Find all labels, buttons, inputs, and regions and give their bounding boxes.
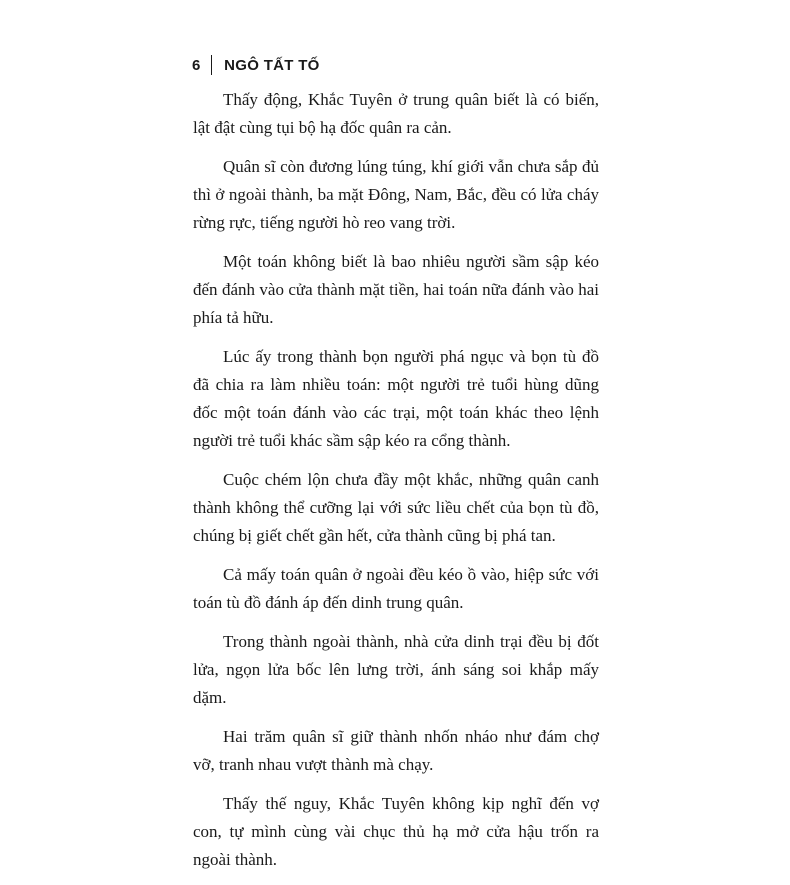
paragraph: Thấy thế nguy, Khắc Tuyên không kịp nghĩ đến vợ con, tự mình cùng vài chục thủ hạ mở cửa hậu trốn ra ngoài thành. — [193, 794, 599, 869]
paragraph: Cả mấy toán quân ở ngoài đều kéo ồ vào, hiệp sức với toán tù đồ đánh áp đến dinh trung quân. — [193, 565, 599, 612]
author-name: NGÔ TẤT TỐ — [224, 56, 320, 74]
paragraph: Quân sĩ còn đương lúng túng, khí giới vẫn chưa sắp đủ thì ở ngoài thành, ba mặt Đông, Nam, Bắc, đều có lửa cháy rừng rực, tiếng người hò reo vang trời. — [193, 157, 599, 232]
page-number: 6 — [192, 56, 201, 74]
paragraph: Một toán không biết là bao nhiêu người sầm sập kéo đến đánh vào cửa thành mặt tiền, hai toán nữa đánh vào hai phía tả hữu. — [193, 252, 599, 327]
body-text — [193, 86, 599, 885]
paragraph: Hai trăm quân sĩ giữ thành nhốn nháo như đám chợ vỡ, tranh nhau vượt thành mà chạy. — [193, 727, 599, 774]
paragraph: Lúc ấy trong thành bọn người phá ngục và bọn tù đồ đã chia ra làm nhiều toán: một người trẻ tuổi hùng dũng đốc một toán đánh vào các trại, một toán khác theo lệnh người trẻ tuổi khác sầm sập kéo ra cổng thành. — [193, 347, 599, 450]
header-divider — [211, 55, 213, 75]
paragraph: Thấy động, Khắc Tuyên ở trung quân biết là có biến, lật đật cùng tụi bộ hạ đốc quân ra cản. — [193, 90, 599, 137]
running-header — [192, 52, 320, 78]
paragraph: Cuộc chém lộn chưa đầy một khắc, những quân canh thành không thể cưỡng lại với sức liều chết của bọn tù đồ, chúng bị giết chết gần hết, cửa thành cũng bị phá tan. — [193, 470, 599, 545]
paragraph: Trong thành ngoài thành, nhà cửa dinh trại đều bị đốt lửa, ngọn lửa bốc lên lưng trời, ánh sáng soi khắp mấy dặm. — [193, 632, 599, 707]
